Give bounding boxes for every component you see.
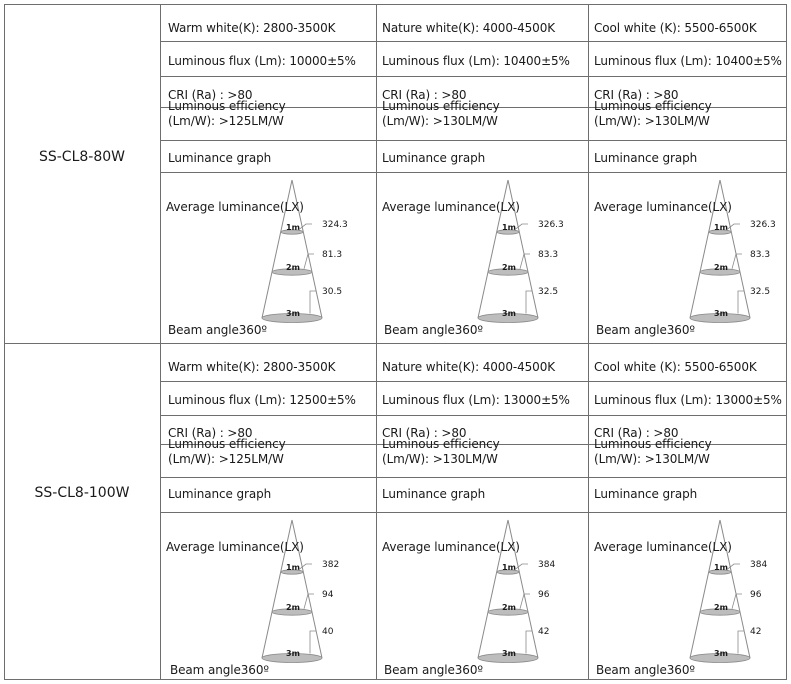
luminance-value: 96 [538, 590, 550, 600]
luminous-flux-value: Luminous flux (Lm): 10400±5% [594, 54, 782, 68]
leader-line [310, 631, 316, 654]
distance-label: 2m [286, 603, 300, 612]
cri-value: CRI (Ra) : >80 [382, 426, 467, 440]
luminance-value: 40 [322, 627, 334, 637]
luminous-efficiency-value: (Lm/W): >130LM/W [594, 452, 710, 466]
leader-line [738, 631, 744, 654]
luminous-efficiency-value: (Lm/W): >125LM/W [168, 452, 284, 466]
distance-label: 3m [286, 309, 300, 318]
grid-line-horizontal [160, 41, 787, 42]
beam-angle-label: Beam angle360º [596, 663, 695, 677]
distance-label: 1m [286, 223, 300, 232]
color-temperature-value: Cool white (K): 5500-6500K [594, 21, 757, 35]
color-temperature-value: Nature white(K): 4000-4500K [382, 360, 556, 374]
leader-line [727, 224, 740, 230]
luminance-graph [160, 514, 376, 684]
cri-value: CRI (Ra) : >80 [168, 88, 253, 102]
luminous-efficiency-label: Luminous efficiency [594, 437, 712, 451]
cri-value: CRI (Ra) : >80 [594, 88, 679, 102]
luminance-graph-label: Luminance graph [594, 151, 698, 165]
luminance-value: 83.3 [538, 250, 559, 260]
grid-line-horizontal [160, 140, 787, 141]
cri-value: CRI (Ra) : >80 [594, 426, 679, 440]
average-luminance-label: Average luminance(LX) [382, 200, 520, 214]
distance-label: 3m [714, 649, 728, 658]
luminance-graph-label: Luminance graph [168, 487, 272, 501]
distance-label: 2m [502, 263, 516, 272]
luminance-graph [376, 174, 588, 344]
average-luminance-label: Average luminance(LX) [594, 540, 732, 554]
color-temperature-value: Nature white(K): 4000-4500K [382, 21, 556, 35]
model-name: SS-CL8-80W [38, 149, 126, 165]
luminous-flux-value: Luminous flux (Lm): 13000±5% [594, 393, 782, 407]
luminous-efficiency-value: (Lm/W): >125LM/W [168, 114, 284, 128]
grid-line-horizontal [4, 4, 787, 5]
luminance-graph-label: Luminance graph [168, 151, 272, 165]
distance-label: 1m [714, 223, 728, 232]
luminance-value: 96 [750, 590, 762, 600]
luminance-graph-label: Luminance graph [382, 151, 486, 165]
leader-line [738, 291, 744, 314]
luminance-value: 384 [538, 560, 556, 570]
luminous-efficiency-label: Luminous efficiency [168, 99, 286, 113]
distance-label: 3m [286, 649, 300, 658]
distance-label: 2m [714, 263, 728, 272]
luminance-value: 32.5 [750, 287, 771, 297]
leader-line [515, 224, 528, 230]
color-temperature-value: Warm white(K): 2800-3500K [168, 21, 336, 35]
model-name: SS-CL8-100W [34, 485, 130, 501]
beam-angle-label: Beam angle360º [384, 323, 483, 337]
distance-label: 3m [502, 309, 516, 318]
leader-line [310, 291, 316, 314]
grid-line-horizontal [160, 477, 787, 478]
luminance-value: 81.3 [322, 250, 343, 260]
luminance-value: 384 [750, 560, 768, 570]
luminous-flux-value: Luminous flux (Lm): 10400±5% [382, 54, 570, 68]
leader-line [526, 631, 532, 654]
leader-line [727, 564, 740, 570]
luminance-graph-label: Luminance graph [382, 487, 486, 501]
distance-label: 3m [502, 649, 516, 658]
color-temperature-value: Cool white (K): 5500-6500K [594, 360, 757, 374]
distance-label: 1m [502, 223, 516, 232]
luminance-value: 32.5 [538, 287, 559, 297]
luminance-graph [160, 174, 376, 344]
distance-label: 1m [714, 563, 728, 572]
grid-line-horizontal [160, 512, 787, 513]
luminance-value: 42 [538, 627, 550, 637]
grid-line-horizontal [160, 415, 787, 416]
luminance-graph-label: Luminance graph [594, 487, 698, 501]
luminous-efficiency-value: (Lm/W): >130LM/W [382, 452, 498, 466]
distance-label: 3m [714, 309, 728, 318]
luminous-flux-value: Luminous flux (Lm): 10000±5% [168, 54, 356, 68]
distance-label: 1m [502, 563, 516, 572]
distance-label: 2m [502, 603, 516, 612]
average-luminance-label: Average luminance(LX) [166, 200, 304, 214]
leader-line [299, 224, 312, 230]
luminous-efficiency-label: Luminous efficiency [382, 437, 500, 451]
luminous-efficiency-label: Luminous efficiency [594, 99, 712, 113]
beam-angle-label: Beam angle360º [384, 663, 483, 677]
average-luminance-label: Average luminance(LX) [382, 540, 520, 554]
leader-line [515, 564, 528, 570]
luminance-value: 324.3 [322, 220, 348, 230]
luminance-graph [376, 514, 588, 684]
beam-angle-label: Beam angle360º [170, 663, 269, 677]
luminance-value: 42 [750, 627, 762, 637]
luminance-value: 382 [322, 560, 340, 570]
luminance-graph [588, 514, 789, 684]
luminance-value: 94 [322, 590, 334, 600]
distance-label: 2m [714, 603, 728, 612]
luminous-efficiency-value: (Lm/W): >130LM/W [382, 114, 498, 128]
grid-line-vertical [4, 4, 5, 679]
luminous-efficiency-label: Luminous efficiency [382, 99, 500, 113]
grid-line-horizontal [160, 76, 787, 77]
luminance-graph [588, 174, 789, 344]
average-luminance-label: Average luminance(LX) [594, 200, 732, 214]
leader-line [526, 291, 532, 314]
grid-line-horizontal [160, 172, 787, 173]
luminance-value: 326.3 [538, 220, 564, 230]
distance-label: 1m [286, 563, 300, 572]
luminous-efficiency-label: Luminous efficiency [168, 437, 286, 451]
color-temperature-value: Warm white(K): 2800-3500K [168, 360, 336, 374]
cri-value: CRI (Ra) : >80 [382, 88, 467, 102]
cri-value: CRI (Ra) : >80 [168, 426, 253, 440]
luminance-value: 83.3 [750, 250, 771, 260]
beam-angle-label: Beam angle360º [168, 323, 267, 337]
distance-label: 2m [286, 263, 300, 272]
luminous-flux-value: Luminous flux (Lm): 13000±5% [382, 393, 570, 407]
luminance-value: 30.5 [322, 287, 343, 297]
luminous-flux-value: Luminous flux (Lm): 12500±5% [168, 393, 356, 407]
luminous-efficiency-value: (Lm/W): >130LM/W [594, 114, 710, 128]
beam-angle-label: Beam angle360º [596, 323, 695, 337]
average-luminance-label: Average luminance(LX) [166, 540, 304, 554]
luminance-value: 326.3 [750, 220, 776, 230]
grid-line-horizontal [160, 381, 787, 382]
leader-line [299, 564, 312, 570]
